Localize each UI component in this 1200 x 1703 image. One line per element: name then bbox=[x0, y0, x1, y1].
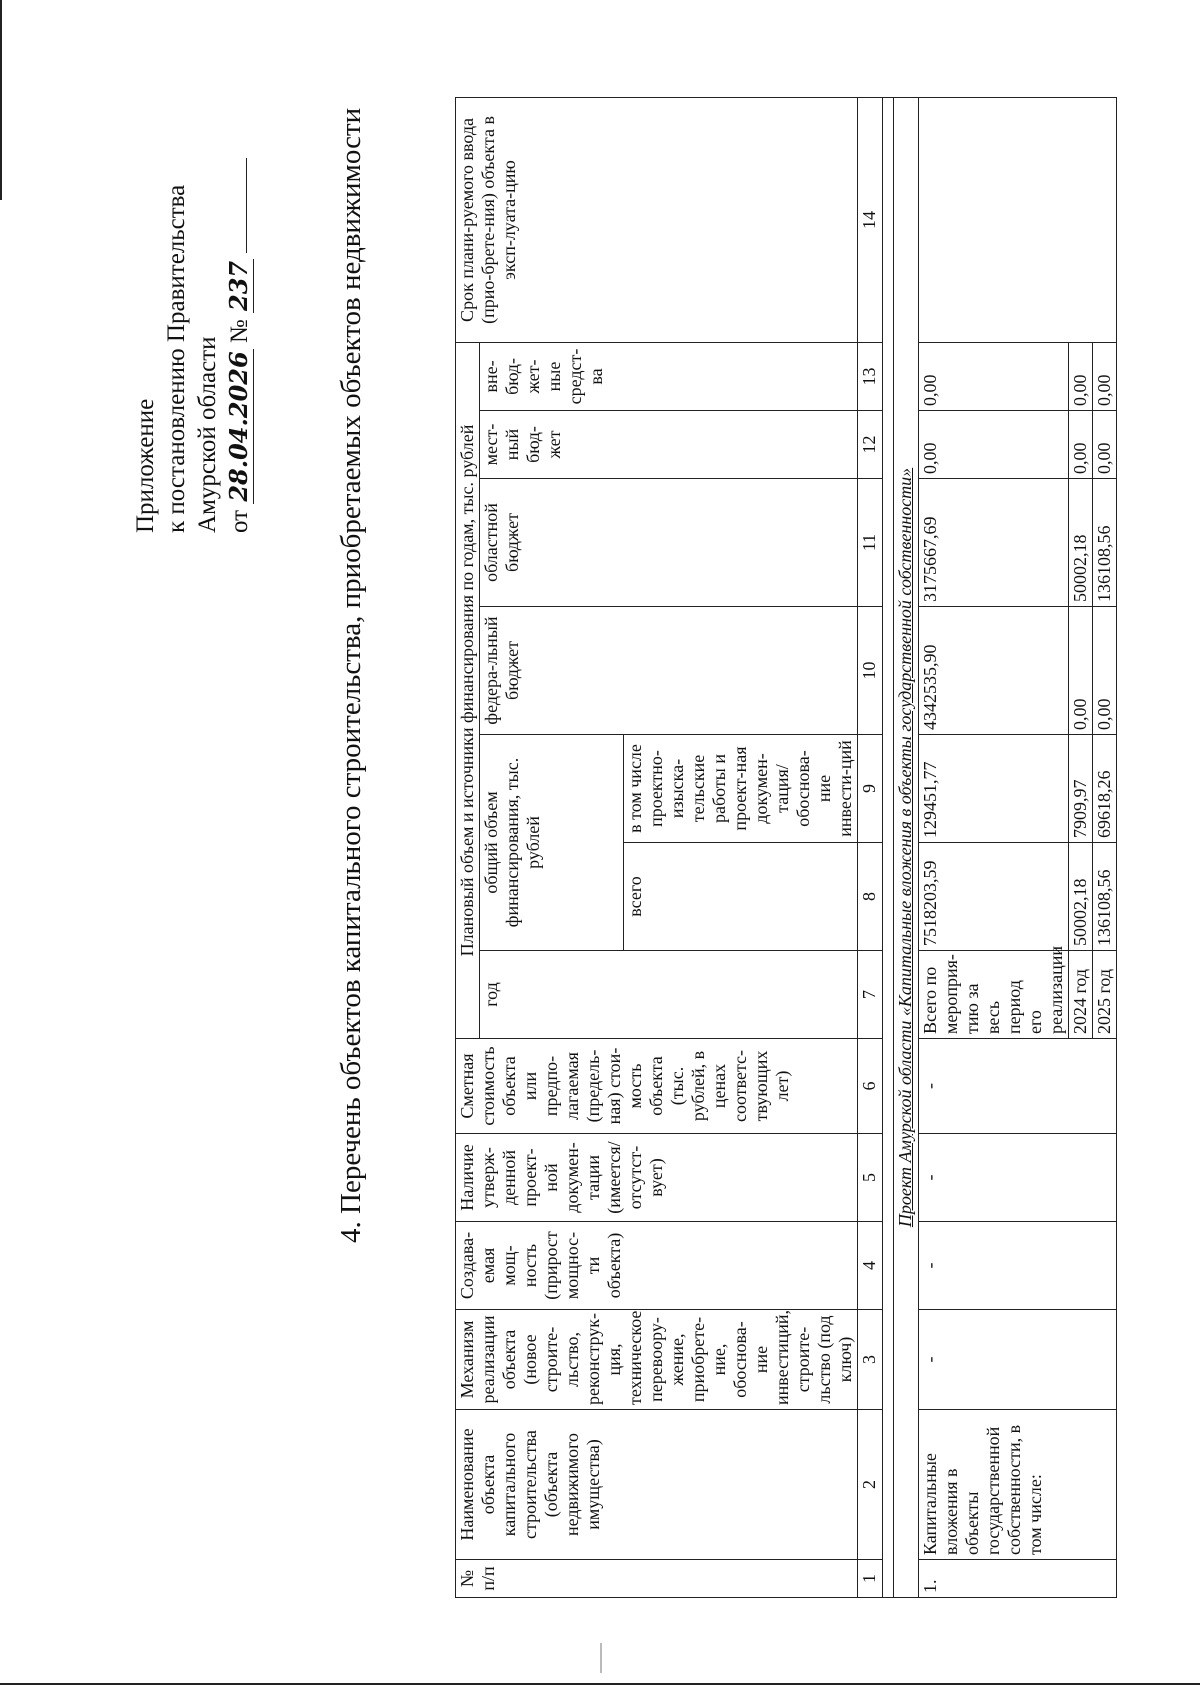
row-year-all: 136108,56 bbox=[1093, 843, 1117, 951]
table-header-row-1 bbox=[456, 97, 480, 1597]
column-number: 8 bbox=[858, 843, 883, 951]
appendix-date-line bbox=[223, 158, 255, 533]
header-name: Наименование объекта капитального строительства (объекта недвижимого имущества) bbox=[456, 1410, 858, 1560]
objects-table bbox=[455, 97, 1117, 1598]
column-number: 12 bbox=[858, 411, 883, 479]
number-prefix: № bbox=[226, 319, 253, 344]
row-total-local: 0,00 bbox=[919, 411, 1069, 479]
row-total-extra: 0,00 bbox=[919, 342, 1069, 410]
signature-underline bbox=[224, 158, 247, 253]
row-year-extra: 0,00 bbox=[1069, 342, 1093, 410]
row-year-local: 0,00 bbox=[1093, 411, 1117, 479]
table-row bbox=[919, 97, 1069, 1597]
header-docs: Наличие утверж-денной проект-ной докумен-тации (имеется/ отсутст-вует) bbox=[456, 1134, 858, 1222]
header-extra: вне-бюд-жет-ные средст-ва bbox=[480, 342, 858, 410]
column-number: 11 bbox=[858, 479, 883, 607]
header-commission-date: Срок плани-руемого ввода (прио-брете-ния) объекта в эксп-луата-цию bbox=[456, 97, 858, 342]
column-number: 5 bbox=[858, 1134, 883, 1222]
column-number: 6 bbox=[858, 1039, 883, 1134]
header-regional: областной бюджет bbox=[480, 479, 858, 607]
column-number-row bbox=[858, 97, 883, 1597]
header-cost: Сметная стоимость объекта или предпо-лагаемая (предель-ная) стои-мость объекта (тыс. рублей, в ценах соответс-твующих лет) bbox=[456, 1039, 858, 1134]
header-num: № п/п bbox=[456, 1560, 858, 1598]
row-total-regional: 3175667,69 bbox=[919, 479, 1069, 607]
row-year: 2025 год bbox=[1093, 951, 1117, 1039]
column-number: 1 bbox=[858, 1560, 883, 1598]
row-name: Капитальные вложения в объекты государственной собственности, в том числе: bbox=[919, 1410, 1117, 1560]
spacer-cell bbox=[883, 97, 894, 1597]
header-capacity: Создава-емая мощ-ность (прирост мощнос-ти объекта) bbox=[456, 1222, 858, 1310]
date-prefix: от bbox=[226, 509, 253, 533]
row-commission-date bbox=[919, 97, 1117, 342]
header-total-design: в том числе проектно-изыска-тельские работы и проект-ная докумен-тация/ обоснова-ние инвести-ций bbox=[624, 735, 858, 843]
column-number: 10 bbox=[858, 607, 883, 735]
row-year-regional: 136108,56 bbox=[1093, 479, 1117, 607]
row-docs: - bbox=[919, 1134, 1117, 1222]
header-total-group: общий объем финансирования, тыс. рублей bbox=[480, 735, 624, 951]
row-total-federal: 4342535,90 bbox=[919, 607, 1069, 735]
column-number: 3 bbox=[858, 1310, 883, 1410]
row-cost: - bbox=[919, 1039, 1117, 1134]
document-title: 4. Перечень объектов капитального строительства, приобретаемых объектов недвижимости bbox=[335, 107, 367, 1243]
section-row bbox=[894, 97, 919, 1597]
row-year-federal: 0,00 bbox=[1093, 607, 1117, 735]
column-number: 4 bbox=[858, 1222, 883, 1310]
row-year-design: 7909,97 bbox=[1069, 735, 1093, 843]
header-federal: федера-льный бюджет bbox=[480, 607, 858, 735]
row-year-all: 50002,18 bbox=[1069, 843, 1093, 951]
row-year: 2024 год bbox=[1069, 951, 1093, 1039]
row-year-federal: 0,00 bbox=[1069, 607, 1093, 735]
header-year: год bbox=[480, 951, 858, 1039]
column-number: 9 bbox=[858, 735, 883, 843]
column-number: 7 bbox=[858, 951, 883, 1039]
header-total-all: всего bbox=[624, 843, 858, 951]
row-num: 1. bbox=[919, 1560, 1117, 1598]
column-number: 14 bbox=[858, 97, 883, 342]
row-year-regional: 50002,18 bbox=[1069, 479, 1093, 607]
row-year-extra: 0,00 bbox=[1093, 342, 1117, 410]
header-local: мест-ный бюд-жет bbox=[480, 411, 858, 479]
appendix-label: Приложение bbox=[132, 398, 159, 533]
row-capacity: - bbox=[919, 1222, 1117, 1310]
row-year-design: 69618,26 bbox=[1093, 735, 1117, 843]
row-total-label: Всего по мероприя-тию за весь период его реализации bbox=[919, 951, 1069, 1039]
column-number: 2 bbox=[858, 1410, 883, 1560]
section-title: Проект Амурской области «Капитальные вложения в объекты государственной собственности» bbox=[894, 97, 919, 1597]
spacer-row bbox=[883, 97, 894, 1597]
appendix-region: Амурской области bbox=[194, 336, 221, 533]
row-mechanism: - bbox=[919, 1310, 1117, 1410]
date-value: 28.04.2026 bbox=[224, 351, 253, 502]
number-value: 237 bbox=[224, 260, 253, 311]
column-number: 13 bbox=[858, 342, 883, 410]
row-total-all: 7518203,59 bbox=[919, 843, 1069, 951]
appendix-stamp bbox=[130, 158, 255, 533]
appendix-resolution: к постановлению Правительства bbox=[163, 184, 190, 533]
row-total-design: 129451,77 bbox=[919, 735, 1069, 843]
header-mechanism: Механизм реализации объекта (новое строите-льство, реконструк-ция, техническое перевоору-жение, приобрете-ние, обоснова-ние инвестиций, строите-льство (под ключ) bbox=[456, 1310, 858, 1410]
header-financing-group: Плановый объем и источники финансирования по годам, тыс. рублей bbox=[456, 342, 480, 1038]
row-year-local: 0,00 bbox=[1069, 411, 1093, 479]
